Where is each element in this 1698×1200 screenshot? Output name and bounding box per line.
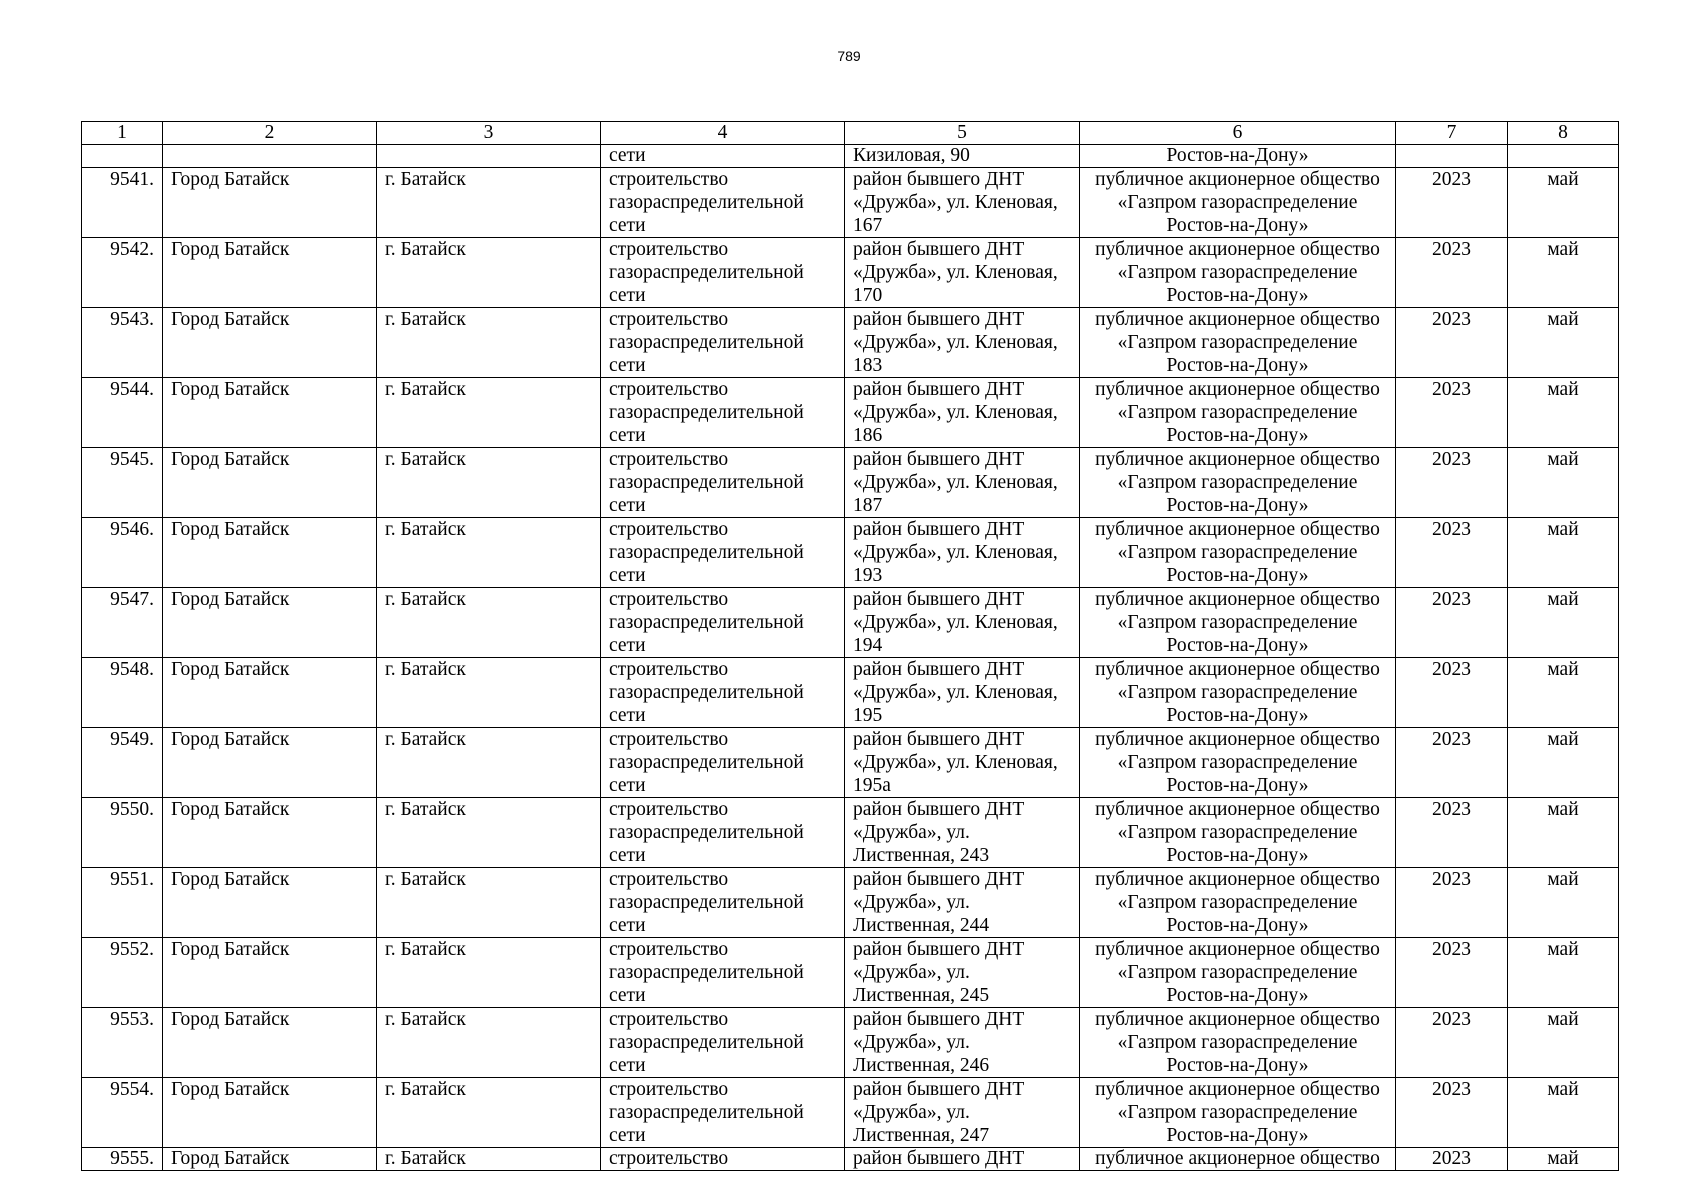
- work-cell-line: строительство: [609, 169, 729, 190]
- work-cell-line: строительство: [609, 519, 729, 540]
- month-cell: [1508, 145, 1619, 168]
- organization-cell: [1080, 518, 1396, 588]
- address-cell-line: 167: [853, 215, 883, 236]
- work-cell-line: газораспределительной: [609, 1032, 804, 1053]
- organization-cell-line: Ростов-на-Дону»: [1166, 495, 1309, 516]
- address-cell: [845, 798, 1080, 868]
- year-cell: 2023: [1396, 1008, 1508, 1078]
- address-cell: [845, 938, 1080, 1008]
- address-cell-line: район бывшего ДНТ: [853, 1009, 1025, 1030]
- work-cell-line: строительство: [609, 659, 729, 680]
- organization-cell: [1080, 938, 1396, 1008]
- district-cell: Город Батайск: [163, 308, 377, 378]
- settlement-cell: г. Батайск: [377, 1078, 601, 1148]
- row-number-cell: 9550.: [82, 798, 163, 868]
- organization-cell: [1080, 588, 1396, 658]
- page-number: 789: [837, 48, 861, 64]
- address-cell: [845, 658, 1080, 728]
- year-cell: 2023: [1396, 588, 1508, 658]
- row-number-cell: 9543.: [82, 308, 163, 378]
- work-cell-line: сети: [609, 915, 646, 936]
- organization-cell-line: Ростов-на-Дону»: [1166, 705, 1309, 726]
- address-cell-line: «Дружба», ул.: [853, 892, 970, 913]
- work-cell: [601, 378, 845, 448]
- address-cell-line: «Дружба», ул.: [853, 822, 970, 843]
- year-cell: 2023: [1396, 938, 1508, 1008]
- month-cell: май: [1508, 938, 1619, 1008]
- address-cell-line: район бывшего ДНТ: [853, 729, 1025, 750]
- organization-cell-line: «Газпром газораспределение: [1117, 402, 1358, 423]
- address-cell-line: район бывшего ДНТ: [853, 939, 1025, 960]
- address-cell-line: «Дружба», ул.: [853, 1032, 970, 1053]
- district-cell: Город Батайск: [163, 1078, 377, 1148]
- organization-cell-line: публичное акционерное общество: [1095, 519, 1380, 540]
- work-cell: [601, 1008, 845, 1078]
- settlement-cell: г. Батайск: [377, 658, 601, 728]
- address-cell: [845, 518, 1080, 588]
- column-header: 1: [82, 122, 163, 145]
- work-cell-line: газораспределительной: [609, 612, 804, 633]
- organization-cell-line: «Газпром газораспределение: [1117, 892, 1358, 913]
- work-cell-line: строительство: [609, 799, 729, 820]
- year-cell: 2023: [1396, 798, 1508, 868]
- settlement-cell: г. Батайск: [377, 308, 601, 378]
- year-cell: 2023: [1396, 238, 1508, 308]
- table-row: [82, 868, 1619, 938]
- work-cell-line: газораспределительной: [609, 402, 804, 423]
- year-cell: 2023: [1396, 728, 1508, 798]
- organization-cell: [1080, 308, 1396, 378]
- work-cell-line: строительство: [609, 239, 729, 260]
- district-cell: [163, 145, 377, 168]
- address-cell-line: «Дружба», ул.: [853, 1102, 970, 1123]
- month-cell: май: [1508, 238, 1619, 308]
- work-cell-line: сети: [609, 425, 646, 446]
- column-header: 2: [163, 122, 377, 145]
- organization-cell-line: Ростов-на-Дону»: [1166, 985, 1309, 1006]
- organization-cell-line: «Газпром газораспределение: [1117, 1032, 1358, 1053]
- column-header: 8: [1508, 122, 1619, 145]
- organization-cell-line: «Газпром газораспределение: [1117, 192, 1358, 213]
- work-cell-line: газораспределительной: [609, 962, 804, 983]
- table-row: [82, 728, 1619, 798]
- address-cell-line: «Дружба», ул. Кленовая,: [853, 262, 1058, 283]
- address-cell-line: 194: [853, 635, 883, 656]
- organization-cell: [1080, 378, 1396, 448]
- district-cell: Город Батайск: [163, 1008, 377, 1078]
- work-cell: [601, 798, 845, 868]
- address-cell-line: Лиственная, 247: [853, 1125, 990, 1146]
- work-cell-line: сети: [609, 1055, 646, 1076]
- address-cell-line: 195а: [853, 775, 891, 796]
- address-cell: [845, 588, 1080, 658]
- work-cell-line: строительство: [609, 729, 729, 750]
- organization-cell-line: «Газпром газораспределение: [1117, 332, 1358, 353]
- address-cell: [845, 168, 1080, 238]
- month-cell: май: [1508, 1078, 1619, 1148]
- organization-cell-line: Ростов-на-Дону»: [1166, 1125, 1309, 1146]
- organization-cell-line: публичное акционерное общество: [1095, 869, 1380, 890]
- table-row: [82, 308, 1619, 378]
- work-cell-line: газораспределительной: [609, 752, 804, 773]
- table-row: [82, 238, 1619, 308]
- district-cell: Город Батайск: [163, 938, 377, 1008]
- organization-cell-line: публичное акционерное общество: [1095, 589, 1380, 610]
- organization-cell-line: публичное акционерное общество: [1095, 729, 1380, 750]
- work-cell-line: газораспределительной: [609, 262, 804, 283]
- district-cell: Город Батайск: [163, 798, 377, 868]
- month-cell: май: [1508, 1008, 1619, 1078]
- year-cell: 2023: [1396, 308, 1508, 378]
- month-cell: май: [1508, 658, 1619, 728]
- month-cell: май: [1508, 798, 1619, 868]
- row-number-cell: 9544.: [82, 378, 163, 448]
- table-row: [82, 168, 1619, 238]
- work-cell-line: газораспределительной: [609, 472, 804, 493]
- address-cell: [845, 238, 1080, 308]
- work-cell: [601, 868, 845, 938]
- address-cell: Кизиловая, 90: [845, 145, 1080, 168]
- column-header: 7: [1396, 122, 1508, 145]
- work-cell: [601, 1078, 845, 1148]
- settlement-cell: г. Батайск: [377, 448, 601, 518]
- year-cell: 2023: [1396, 1148, 1508, 1171]
- work-cell: [601, 588, 845, 658]
- year-cell: 2023: [1396, 168, 1508, 238]
- organization-cell-line: публичное акционерное общество: [1095, 309, 1380, 330]
- organization-cell-line: публичное акционерное общество: [1095, 939, 1380, 960]
- work-cell-line: газораспределительной: [609, 822, 804, 843]
- address-cell-line: «Дружба», ул. Кленовая,: [853, 402, 1058, 423]
- organization-cell: [1080, 448, 1396, 518]
- settlement-cell: г. Батайск: [377, 938, 601, 1008]
- address-cell-line: район бывшего ДНТ: [853, 869, 1025, 890]
- organization-cell-line: Ростов-на-Дону»: [1166, 845, 1309, 866]
- year-cell: [1396, 145, 1508, 168]
- row-number-cell: 9548.: [82, 658, 163, 728]
- year-cell: 2023: [1396, 1078, 1508, 1148]
- work-cell: [601, 238, 845, 308]
- organization-cell-line: Ростов-на-Дону»: [1166, 215, 1309, 236]
- row-number-cell: 9541.: [82, 168, 163, 238]
- year-cell: 2023: [1396, 658, 1508, 728]
- organization-cell-line: Ростов-на-Дону»: [1166, 355, 1309, 376]
- address-cell-line: «Дружба», ул. Кленовая,: [853, 752, 1058, 773]
- work-cell-line: строительство: [609, 869, 729, 890]
- work-cell-line: газораспределительной: [609, 542, 804, 563]
- month-cell: май: [1508, 308, 1619, 378]
- column-header: 6: [1080, 122, 1396, 145]
- address-cell-line: Лиственная, 246: [853, 1055, 990, 1076]
- organization-cell-line: публичное акционерное общество: [1095, 169, 1380, 190]
- table-row: [82, 1008, 1619, 1078]
- settlement-cell: г. Батайск: [377, 238, 601, 308]
- address-cell-line: район бывшего ДНТ: [853, 449, 1025, 470]
- address-cell-line: район бывшего ДНТ: [853, 169, 1025, 190]
- organization-cell-line: публичное акционерное общество: [1095, 1009, 1380, 1030]
- address-cell-line: 193: [853, 565, 883, 586]
- organization-cell-line: «Газпром газораспределение: [1117, 1102, 1358, 1123]
- month-cell: май: [1508, 1148, 1619, 1171]
- table-row: [82, 658, 1619, 728]
- district-cell: Город Батайск: [163, 518, 377, 588]
- work-cell-line: строительство: [609, 939, 729, 960]
- address-cell: район бывшего ДНТ: [845, 1148, 1080, 1171]
- address-cell: [845, 448, 1080, 518]
- row-number-cell: 9553.: [82, 1008, 163, 1078]
- work-cell: сети: [601, 145, 845, 168]
- organization-cell: публичное акционерное общество: [1080, 1148, 1396, 1171]
- work-cell-line: сети: [609, 1125, 646, 1146]
- organization-cell-line: публичное акционерное общество: [1095, 659, 1380, 680]
- organization-cell-line: Ростов-на-Дону»: [1166, 915, 1309, 936]
- column-header: 4: [601, 122, 845, 145]
- address-cell-line: район бывшего ДНТ: [853, 309, 1025, 330]
- work-cell-line: сети: [609, 985, 646, 1006]
- work-cell: [601, 938, 845, 1008]
- settlement-cell: г. Батайск: [377, 588, 601, 658]
- row-number-cell: 9549.: [82, 728, 163, 798]
- row-number-cell: 9554.: [82, 1078, 163, 1148]
- organization-cell-line: «Газпром газораспределение: [1117, 542, 1358, 563]
- work-cell-line: строительство: [609, 1009, 729, 1030]
- settlement-cell: г. Батайск: [377, 798, 601, 868]
- month-cell: май: [1508, 728, 1619, 798]
- row-number-cell: 9542.: [82, 238, 163, 308]
- registry-table: [81, 121, 1619, 1171]
- organization-cell-line: Ростов-на-Дону»: [1166, 775, 1309, 796]
- district-cell: Город Батайск: [163, 588, 377, 658]
- column-number-row: [82, 122, 1619, 145]
- address-cell-line: район бывшего ДНТ: [853, 379, 1025, 400]
- organization-cell-line: «Газпром газораспределение: [1117, 962, 1358, 983]
- work-cell-line: сети: [609, 285, 646, 306]
- address-cell-line: «Дружба», ул. Кленовая,: [853, 192, 1058, 213]
- table-row: [82, 378, 1619, 448]
- organization-cell-line: Ростов-на-Дону»: [1166, 565, 1309, 586]
- address-cell: [845, 378, 1080, 448]
- month-cell: май: [1508, 518, 1619, 588]
- work-cell-line: сети: [609, 495, 646, 516]
- settlement-cell: г. Батайск: [377, 1008, 601, 1078]
- work-cell-line: сети: [609, 355, 646, 376]
- table-row: [82, 1078, 1619, 1148]
- address-cell-line: 186: [853, 425, 883, 446]
- district-cell: Город Батайск: [163, 868, 377, 938]
- address-cell-line: «Дружба», ул. Кленовая,: [853, 332, 1058, 353]
- organization-cell-line: Ростов-на-Дону»: [1166, 1055, 1309, 1076]
- organization-cell-line: «Газпром газораспределение: [1117, 472, 1358, 493]
- address-cell-line: район бывшего ДНТ: [853, 1079, 1025, 1100]
- row-number-cell: 9545.: [82, 448, 163, 518]
- work-cell-line: строительство: [609, 449, 729, 470]
- work-cell-line: газораспределительной: [609, 1102, 804, 1123]
- address-cell: [845, 868, 1080, 938]
- district-cell: Город Батайск: [163, 1148, 377, 1171]
- organization-cell: [1080, 238, 1396, 308]
- organization-cell-line: «Газпром газораспределение: [1117, 612, 1358, 633]
- address-cell: [845, 1008, 1080, 1078]
- row-number-cell: [82, 145, 163, 168]
- work-cell-line: строительство: [609, 309, 729, 330]
- table-row: [82, 448, 1619, 518]
- month-cell: май: [1508, 378, 1619, 448]
- address-cell-line: 183: [853, 355, 883, 376]
- settlement-cell: [377, 145, 601, 168]
- organization-cell-line: Ростов-на-Дону»: [1166, 425, 1309, 446]
- work-cell: [601, 448, 845, 518]
- work-cell-line: газораспределительной: [609, 192, 804, 213]
- organization-cell: [1080, 1008, 1396, 1078]
- district-cell: Город Батайск: [163, 658, 377, 728]
- work-cell-line: сети: [609, 845, 646, 866]
- row-number-cell: 9547.: [82, 588, 163, 658]
- work-cell: [601, 728, 845, 798]
- organization-cell: Ростов-на-Дону»: [1080, 145, 1396, 168]
- district-cell: Город Батайск: [163, 168, 377, 238]
- address-cell-line: район бывшего ДНТ: [853, 589, 1025, 610]
- settlement-cell: г. Батайск: [377, 868, 601, 938]
- table-row: [82, 588, 1619, 658]
- month-cell: май: [1508, 168, 1619, 238]
- work-cell-line: газораспределительной: [609, 332, 804, 353]
- organization-cell-line: публичное акционерное общество: [1095, 379, 1380, 400]
- organization-cell: [1080, 658, 1396, 728]
- address-cell-line: «Дружба», ул. Кленовая,: [853, 472, 1058, 493]
- organization-cell-line: «Газпром газораспределение: [1117, 262, 1358, 283]
- organization-cell-line: публичное акционерное общество: [1095, 449, 1380, 470]
- organization-cell-line: «Газпром газораспределение: [1117, 682, 1358, 703]
- year-cell: 2023: [1396, 868, 1508, 938]
- work-cell-line: строительство: [609, 589, 729, 610]
- table-row: [82, 518, 1619, 588]
- district-cell: Город Батайск: [163, 728, 377, 798]
- address-cell-line: «Дружба», ул. Кленовая,: [853, 682, 1058, 703]
- address-cell-line: 170: [853, 285, 883, 306]
- organization-cell-line: «Газпром газораспределение: [1117, 752, 1358, 773]
- address-cell-line: «Дружба», ул. Кленовая,: [853, 612, 1058, 633]
- month-cell: май: [1508, 448, 1619, 518]
- organization-cell: [1080, 728, 1396, 798]
- organization-cell-line: публичное акционерное общество: [1095, 1079, 1380, 1100]
- table-row-partial: [82, 1148, 1619, 1171]
- work-cell-line: сети: [609, 635, 646, 656]
- settlement-cell: г. Батайск: [377, 378, 601, 448]
- address-cell: [845, 1078, 1080, 1148]
- organization-cell: [1080, 1078, 1396, 1148]
- work-cell: строительство: [601, 1148, 845, 1171]
- organization-cell-line: Ростов-на-Дону»: [1166, 635, 1309, 656]
- table-row: [82, 798, 1619, 868]
- table-row: [82, 938, 1619, 1008]
- work-cell-line: сети: [609, 215, 646, 236]
- address-cell: [845, 308, 1080, 378]
- work-cell-line: сети: [609, 775, 646, 796]
- continuation-row: [82, 145, 1619, 168]
- work-cell-line: сети: [609, 705, 646, 726]
- work-cell-line: газораспределительной: [609, 892, 804, 913]
- district-cell: Город Батайск: [163, 238, 377, 308]
- address-cell-line: Лиственная, 245: [853, 985, 990, 1006]
- organization-cell: [1080, 868, 1396, 938]
- work-cell: [601, 308, 845, 378]
- month-cell: май: [1508, 588, 1619, 658]
- column-header: 5: [845, 122, 1080, 145]
- address-cell-line: район бывшего ДНТ: [853, 239, 1025, 260]
- work-cell: [601, 658, 845, 728]
- work-cell-line: строительство: [609, 379, 729, 400]
- row-number-cell: 9552.: [82, 938, 163, 1008]
- work-cell-line: строительство: [609, 1079, 729, 1100]
- settlement-cell: г. Батайск: [377, 168, 601, 238]
- settlement-cell: г. Батайск: [377, 1148, 601, 1171]
- organization-cell-line: публичное акционерное общество: [1095, 799, 1380, 820]
- address-cell-line: Лиственная, 244: [853, 915, 990, 936]
- address-cell: [845, 728, 1080, 798]
- address-cell-line: Лиственная, 243: [853, 845, 990, 866]
- address-cell-line: 187: [853, 495, 883, 516]
- settlement-cell: г. Батайск: [377, 518, 601, 588]
- district-cell: Город Батайск: [163, 448, 377, 518]
- address-cell-line: район бывшего ДНТ: [853, 799, 1025, 820]
- work-cell-line: газораспределительной: [609, 682, 804, 703]
- row-number-cell: 9555.: [82, 1148, 163, 1171]
- work-cell: [601, 168, 845, 238]
- address-cell-line: район бывшего ДНТ: [853, 519, 1025, 540]
- address-cell-line: район бывшего ДНТ: [853, 659, 1025, 680]
- row-number-cell: 9551.: [82, 868, 163, 938]
- organization-cell-line: публичное акционерное общество: [1095, 239, 1380, 260]
- address-cell-line: «Дружба», ул. Кленовая,: [853, 542, 1058, 563]
- work-cell-line: сети: [609, 565, 646, 586]
- settlement-cell: г. Батайск: [377, 728, 601, 798]
- district-cell: Город Батайск: [163, 378, 377, 448]
- organization-cell-line: Ростов-на-Дону»: [1166, 285, 1309, 306]
- month-cell: май: [1508, 868, 1619, 938]
- organization-cell: [1080, 798, 1396, 868]
- work-cell: [601, 518, 845, 588]
- year-cell: 2023: [1396, 518, 1508, 588]
- column-header: 3: [377, 122, 601, 145]
- row-number-cell: 9546.: [82, 518, 163, 588]
- organization-cell-line: «Газпром газораспределение: [1117, 822, 1358, 843]
- year-cell: 2023: [1396, 448, 1508, 518]
- organization-cell: [1080, 168, 1396, 238]
- address-cell-line: «Дружба», ул.: [853, 962, 970, 983]
- address-cell-line: 195: [853, 705, 883, 726]
- year-cell: 2023: [1396, 378, 1508, 448]
